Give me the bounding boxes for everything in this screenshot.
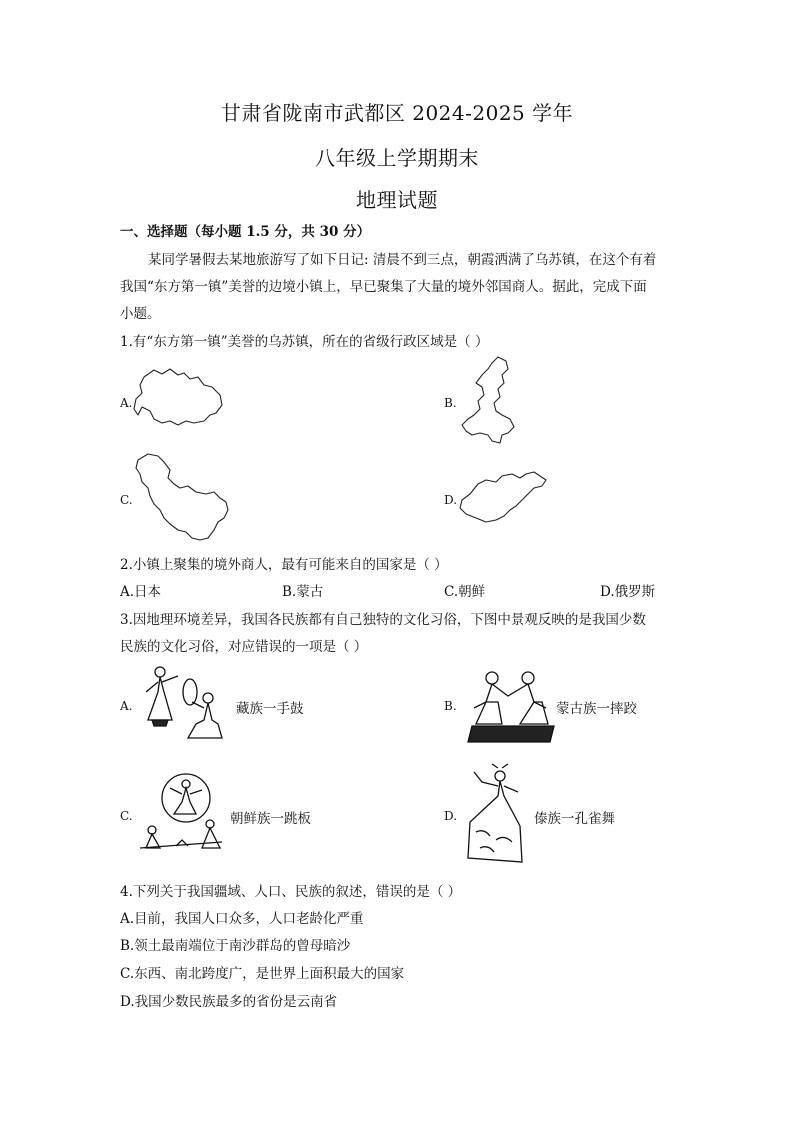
q4-option-a: A.目前，我国人口众多，人口老龄化严重 bbox=[120, 911, 364, 927]
q2-option-b: B.蒙古 bbox=[282, 584, 324, 600]
mongolian-wrestling-illustration bbox=[462, 666, 556, 746]
hubei-map-outline bbox=[132, 365, 227, 430]
q3-option-d-text: 傣族一孔雀舞 bbox=[534, 811, 615, 827]
question-4-stem: 4.下列关于我国疆域、人口、民族的叙述，错误的是（ ） bbox=[120, 884, 462, 900]
korean-seesaw-illustration bbox=[136, 768, 228, 862]
question-3-stem-line-1: 3.因地理环境差异，我国各民族都有自己独特的文化习俗，下图中景观反映的是我国少数 bbox=[120, 612, 646, 628]
q3-option-c-letter: C. bbox=[120, 809, 133, 823]
q2-option-d: D.俄罗斯 bbox=[600, 584, 656, 600]
q1-option-c-label: C. bbox=[120, 493, 133, 507]
q2-option-c: C.朝鲜 bbox=[444, 584, 486, 600]
question-3-stem-line-2: 民族的文化习俗，对应错误的一项是（ ） bbox=[120, 639, 368, 655]
dai-peacock-dance-illustration bbox=[462, 762, 532, 868]
shandong-map-outline bbox=[456, 468, 552, 526]
passage-line-1: 某同学暑假去某地旅游写了如下日记: 清晨不到三点，朝霞洒满了乌苏镇，在这个有着 bbox=[148, 252, 657, 268]
exam-title-line3: 地理试题 bbox=[356, 188, 438, 212]
exam-title-line1: 甘肃省陇南市武都区 2024-2025 学年 bbox=[220, 101, 574, 125]
q4-option-d: D.我国少数民族最多的省份是云南省 bbox=[120, 994, 338, 1010]
tibetan-hand-drum-illustration bbox=[138, 662, 230, 744]
q3-option-b-text: 蒙古族一摔跤 bbox=[556, 701, 637, 717]
q4-option-c: C.东西、南北跨度广，是世界上面积最大的国家 bbox=[120, 966, 405, 982]
q4-option-b: B.领土最南端位于南沙群岛的曾母暗沙 bbox=[120, 938, 351, 954]
question-2-stem: 2.小镇上聚集的境外商人，最有可能来自的国家是（ ） bbox=[120, 557, 448, 573]
q2-option-a: A.日本 bbox=[120, 584, 162, 600]
question-1-stem: 1.有“东方第一镇”美誉的乌苏镇，所在的省级行政区域是（ ） bbox=[120, 334, 489, 350]
exam-title-line2: 八年级上学期期末 bbox=[315, 146, 479, 170]
q3-option-c-text: 朝鲜族一跳板 bbox=[230, 811, 311, 827]
q3-option-a-letter: A. bbox=[120, 699, 133, 713]
q3-option-d-letter: D. bbox=[444, 809, 458, 823]
q1-option-a-label: A. bbox=[120, 396, 133, 410]
q1-option-d-label: D. bbox=[444, 493, 458, 507]
section-heading: 一、选择题（每小题 1.5 分，共 30 分） bbox=[120, 224, 371, 240]
heilongjiang-map-outline bbox=[134, 452, 232, 544]
q3-option-b-letter: B. bbox=[444, 699, 457, 713]
shaanxi-map-outline bbox=[458, 355, 520, 447]
passage-line-2: 我国“东方第一镇”美誉的边境小镇上，早已聚集了大量的境外邻国商人。据此，完成下面 bbox=[120, 279, 647, 295]
q3-option-a-text: 藏族一手鼓 bbox=[236, 701, 304, 717]
passage-line-3: 小题。 bbox=[120, 306, 161, 322]
q1-option-b-label: B. bbox=[444, 396, 457, 410]
